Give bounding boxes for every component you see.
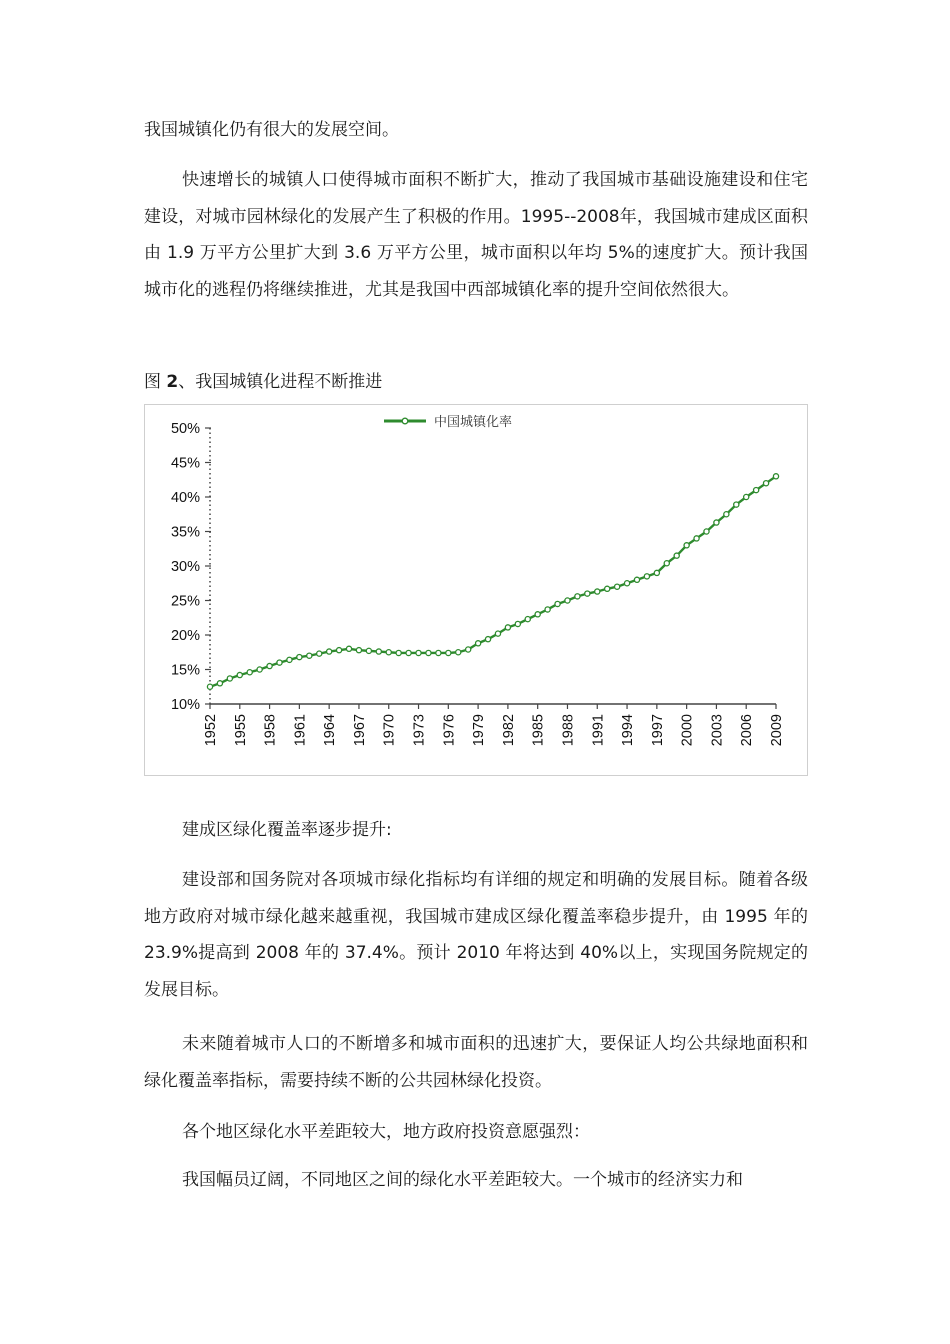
- data-point: [456, 650, 461, 655]
- data-point: [396, 650, 401, 655]
- data-point: [257, 667, 262, 672]
- data-point: [605, 586, 610, 591]
- data-point: [237, 672, 242, 677]
- data-point: [346, 646, 351, 651]
- paragraph-4: 建设部和国务院对各项城市绿化指标均有详细的规定和明确的发展目标。随着各级地方政府对城市绿化越来越重视，我国城市建成区绿化覆盖率稳步提升，由 1995 年的 23.9%提高到 2008 年的 37.4%。预计 2010 年将达到 40%以上，实现国务院规定的发展目标。: [144, 870, 808, 1000]
- x-tick-label: 1994: [620, 714, 637, 747]
- data-point: [535, 612, 540, 617]
- legend-marker: [402, 418, 408, 424]
- data-point: [466, 647, 471, 652]
- legend-label: 中国城镇化率: [434, 415, 513, 430]
- data-point: [406, 650, 411, 655]
- x-tick-label: 1982: [500, 714, 517, 747]
- data-point: [585, 591, 590, 596]
- x-tick-label: 1970: [381, 714, 398, 747]
- data-point: [327, 649, 332, 654]
- y-tick-label: 50%: [170, 421, 200, 437]
- data-point: [277, 660, 282, 665]
- x-tick-label: 1991: [590, 714, 607, 747]
- data-point: [485, 637, 490, 642]
- data-point: [446, 650, 451, 655]
- data-point: [634, 577, 639, 582]
- y-tick-label: 15%: [170, 662, 200, 679]
- data-point: [247, 670, 252, 675]
- paragraph-1: 我国城镇化仍有很大的发展空间。: [144, 120, 399, 140]
- data-point: [515, 621, 520, 626]
- data-point: [227, 676, 232, 681]
- data-point: [734, 502, 739, 507]
- data-point: [426, 650, 431, 655]
- x-tick-label: 1988: [560, 714, 577, 747]
- x-tick-label: 1976: [441, 714, 458, 747]
- y-tick-label: 30%: [170, 559, 200, 575]
- x-tick-label: 2006: [739, 714, 756, 747]
- data-point: [744, 494, 749, 499]
- x-tick-label: 1985: [530, 714, 547, 747]
- paragraph-6: 各个地区绿化水平差距较大，地方政府投资意愿强烈：: [182, 1122, 590, 1142]
- data-point: [436, 650, 441, 655]
- paragraph-2: 快速增长的城镇人口使得城市面积不断扩大，推动了我国城市基础设施建设和住宅建设，对城市园林绿化的发展产生了积极的作用。1995--2008年，我国城市建成区面积由 1.9 万平方公里扩大到 3.6 万平方公里，城市面积以年均 5%的速度扩大。预计我国城市化的逃程仍将继续推进，尤其是我国中西部城镇化率的提升空间依然很大。: [144, 170, 808, 300]
- x-tick-label: 1961: [292, 714, 309, 747]
- data-point: [297, 654, 302, 659]
- data-point: [505, 625, 510, 630]
- data-point: [307, 653, 312, 658]
- x-tick-label: 2003: [709, 714, 726, 747]
- data-point: [217, 681, 222, 686]
- caption-prefix: 图: [144, 372, 167, 392]
- caption-number: 2: [166, 372, 179, 392]
- data-point: [595, 589, 600, 594]
- x-tick-label: 2009: [769, 714, 785, 747]
- data-point: [525, 617, 530, 622]
- data-point: [565, 598, 570, 603]
- data-point: [356, 648, 361, 653]
- x-tick-label: 1997: [649, 714, 666, 747]
- y-tick-label: 10%: [170, 697, 200, 713]
- data-point: [495, 631, 500, 636]
- y-tick-label: 35%: [170, 524, 200, 541]
- data-point: [724, 512, 729, 517]
- data-point: [754, 488, 759, 493]
- figure-caption: [144, 368, 382, 396]
- data-point: [674, 553, 679, 558]
- x-tick-label: 2000: [679, 714, 696, 747]
- data-point: [207, 684, 212, 689]
- data-point: [664, 561, 669, 566]
- data-point: [714, 520, 719, 525]
- paragraph-3: 建成区绿化覆盖率逐步提升:: [182, 820, 392, 840]
- x-tick-label: 1952: [203, 714, 219, 747]
- x-tick-label: 1964: [322, 714, 339, 747]
- data-point: [644, 574, 649, 579]
- data-point: [694, 536, 699, 541]
- data-point: [545, 607, 550, 612]
- figure-chart: [144, 404, 808, 776]
- data-point: [575, 594, 580, 599]
- x-tick-label: 1979: [471, 714, 488, 747]
- data-point: [624, 581, 629, 586]
- y-tick-label: 25%: [170, 593, 200, 610]
- y-tick-label: 20%: [170, 628, 200, 644]
- data-point: [386, 650, 391, 655]
- caption-text: 、我国城镇化进程不断推进: [178, 372, 383, 392]
- data-point: [763, 481, 768, 486]
- urbanization-line-chart: [144, 404, 808, 776]
- data-point: [366, 648, 371, 653]
- chart-svg: [144, 404, 808, 776]
- data-point: [773, 474, 778, 479]
- y-tick-label: 45%: [170, 455, 200, 472]
- x-tick-label: 1973: [411, 714, 428, 747]
- data-point: [336, 648, 341, 653]
- x-tick-label: 1967: [351, 714, 368, 747]
- data-point: [317, 651, 322, 656]
- data-point: [376, 649, 381, 654]
- data-point: [287, 657, 292, 662]
- x-tick-label: 1955: [232, 714, 249, 747]
- data-point: [704, 529, 709, 534]
- data-point: [684, 543, 689, 548]
- paragraph-5: 未来随着城市人口的不断增多和城市面积的迅速扩大，要保证人均公共绿地面积和绿化覆盖率指标，需要持续不断的公共园林绿化投资。: [144, 1034, 808, 1091]
- data-point: [615, 584, 620, 589]
- data-point: [654, 570, 659, 575]
- data-point: [476, 641, 481, 646]
- data-point: [267, 663, 272, 668]
- data-point: [416, 650, 421, 655]
- data-point: [555, 601, 560, 606]
- y-tick-label: 40%: [170, 490, 200, 506]
- paragraph-7: 我国幅员辽阔，不同地区之间的绿化水平差距较大。一个城市的经济实力和: [182, 1170, 743, 1190]
- x-tick-label: 1958: [262, 714, 279, 747]
